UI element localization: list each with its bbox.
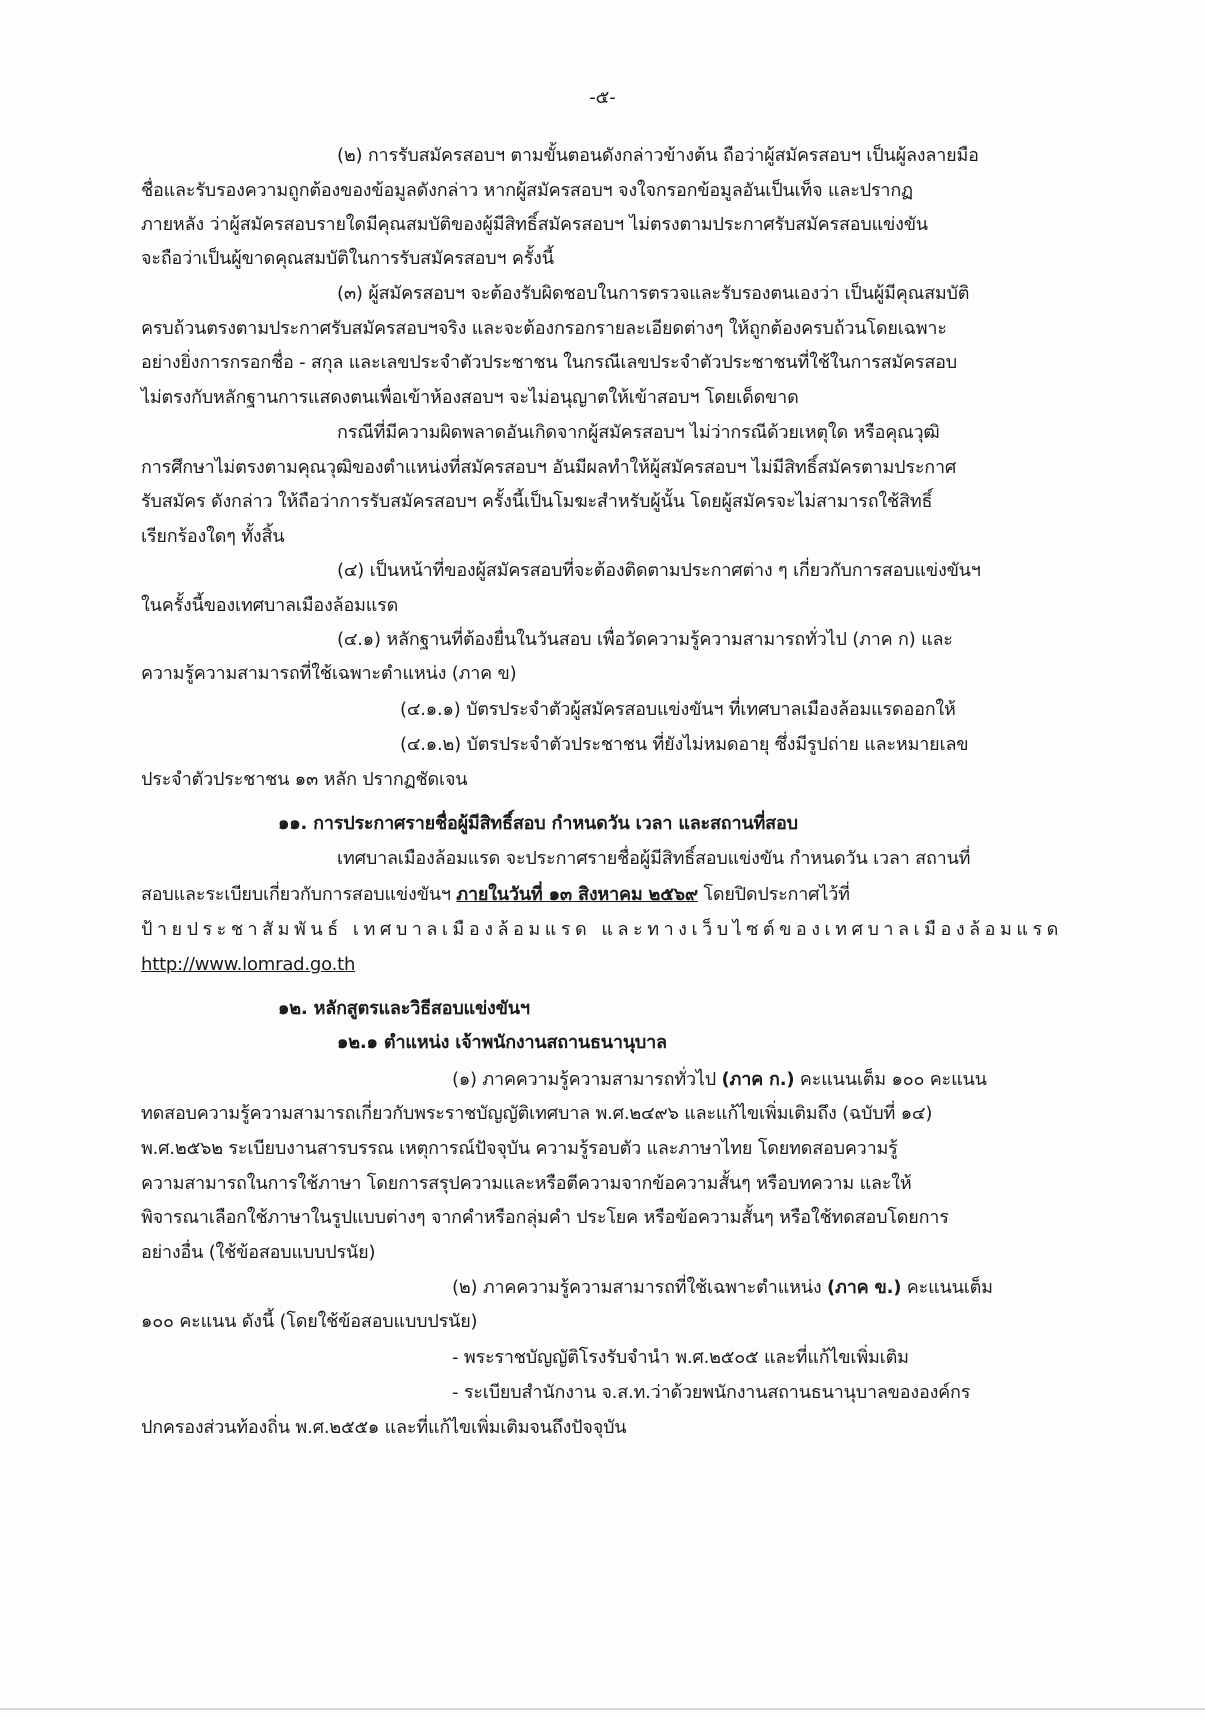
paragraph-line: ปกครองส่วนท้องถิ่น พ.ศ.๒๕๕๑ และที่แก้ไขเพิ่มเติมจนถึงปัจจุบัน	[141, 1417, 627, 1438]
line-segment: โดยปิดประกาศไว้ที่	[697, 884, 850, 905]
paragraph-line: ชื่อและรับรองความถูกต้องของข้อมูลดังกล่าว หากผู้สมัครสอบฯ จงใจกรอกข้อมูลอันเป็นเท็จ และปรากฏ	[141, 180, 913, 201]
page-bottom-edge	[0, 1708, 1205, 1710]
paragraph-line: (๔) เป็นหน้าที่ของผู้สมัครสอบที่จะต้องติดตามประกาศต่าง ๆ เกี่ยวกับการสอบแข่งขันฯ	[337, 560, 981, 581]
line-segment: (๒) ภาคความรู้ความสามารถที่ใช้เฉพาะตำแหน่ง	[452, 1277, 827, 1298]
announcement-date: ภายในวันที่ ๑๓ สิงหาคม ๒๕๖๙	[456, 884, 698, 905]
page-number: -๕-	[589, 87, 616, 108]
paragraph-line: ความสามารถในการใช้ภาษา โดยการสรุปความและหรือตีความจากข้อความสั้นๆ หรือบทความ และให้	[141, 1173, 912, 1194]
line-segment: คะแนนเต็ม	[901, 1277, 993, 1298]
paragraph-line: พิจารณาเลือกใช้ภาษาในรูปแบบต่างๆ จากคำหรือกลุ่มคำ ประโยค หรือข้อความสั้นๆ หรือใช้ทดสอบโดยการ	[141, 1207, 949, 1228]
paragraph-line	[452, 1071, 987, 1089]
paragraph-line: (๔.๑) หลักฐานที่ต้องยื่นในวันสอบ เพื่อวัดความรู้ความสามารถทั่วไป (ภาค ก) และ	[337, 629, 953, 650]
paragraph-line	[141, 886, 850, 904]
paragraph-line: (๔.๑.๑) บัตรประจำตัวผู้สมัครสอบแข่งขันฯ ที่เทศบาลเมืองล้อมแรดออกให้	[400, 699, 956, 720]
website-link[interactable]: http://www.lomrad.go.th	[141, 954, 356, 975]
paragraph-line: เทศบาลเมืองล้อมแรด จะประกาศรายชื่อผู้มีสิทธิ์สอบแข่งขัน กำหนดวัน เวลา สถานที่	[337, 848, 971, 869]
paragraph-line: ภายหลัง ว่าผู้สมัครสอบรายใดมีคุณสมบัติของผู้มีสิทธิ์สมัครสอบฯ ไม่ตรงตามประกาศรับสมัครสอบแข่งขัน	[141, 214, 928, 235]
paragraph-line: พ.ศ.๒๕๖๒ ระเบียบงานสารบรรณ เหตุการณ์ปัจจุบัน ความรู้รอบตัว และภาษาไทย โดยทดสอบความรู้	[141, 1138, 898, 1159]
paragraph-line: รับสมัคร ดังกล่าว ให้ถือว่าการรับสมัครสอบฯ ครั้งนี้เป็นโมฆะสำหรับผู้นั้น โดยผู้สมัครจะไม่สามารถใช้สิทธิ์	[141, 491, 933, 512]
part-label: (ภาค ข.)	[827, 1277, 902, 1298]
paragraph-line: จะถือว่าเป็นผู้ขาดคุณสมบัติในการรับสมัครสอบฯ ครั้งนี้	[141, 248, 554, 269]
paragraph-line: (๒) การรับสมัครสอบฯ ตามขั้นตอนดังกล่าวข้างต้น ถือว่าผู้สมัครสอบฯ เป็นผู้ลงลายมือ	[337, 145, 979, 166]
paragraph-line: ทดสอบความรู้ความสามารถเกี่ยวกับพระราชบัญญัติเทศบาล พ.ศ.๒๔๙๖ และแก้ไขเพิ่มเติมถึง (ฉบับที่ ๑๔)	[141, 1103, 933, 1124]
part-label: (ภาค ก.)	[721, 1069, 795, 1090]
paragraph-line: เรียกร้องใดๆ ทั้งสิ้น	[141, 526, 285, 547]
paragraph-line: กรณีที่มีความผิดพลาดอันเกิดจากผู้สมัครสอบฯ ไม่ว่ากรณีด้วยเหตุใด หรือคุณวุฒิ	[337, 422, 940, 443]
paragraph-line	[452, 1279, 993, 1297]
paragraph-line: ป้ายประชาสัมพันธ์ เทศบาลเมืองล้อมแรด และทางเว็บไซต์ของเทศบาลเมืองล้อมแรด	[141, 919, 1063, 940]
paragraph-line: ครบถ้วนตรงตามประกาศรับสมัครสอบฯจริง และจะต้องกรอกรายละเอียดต่างๆ ให้ถูกต้องครบถ้วนโดยเฉพาะ	[141, 318, 947, 339]
line-segment: (๑) ภาคความรู้ความสามารถทั่วไป	[452, 1069, 722, 1090]
list-item: - ระเบียบสำนักงาน จ.ส.ท.ว่าด้วยพนักงานสถานธนานุบาลขององค์กร	[452, 1382, 971, 1403]
section-heading: ๑๒. หลักสูตรและวิธีสอบแข่งขันฯ	[278, 998, 530, 1019]
line-segment: คะแนนเต็ม ๑๐๐ คะแนน	[794, 1069, 987, 1090]
paragraph-line: อย่างยิ่งการกรอกชื่อ - สกุล และเลขประจำตัวประชาชน ในกรณีเลขประจำตัวประชาชนที่ใช้ในการสมัครสอบ	[141, 352, 957, 373]
paragraph-line: อย่างอื่น (ใช้ข้อสอบแบบปรนัย)	[141, 1242, 376, 1263]
paragraph-line: ความรู้ความสามารถที่ใช้เฉพาะตำแหน่ง (ภาค ข)	[141, 663, 517, 684]
paragraph-line: ไม่ตรงกับหลักฐานการแสดงตนเพื่อเข้าห้องสอบฯ จะไม่อนุญาตให้เข้าสอบฯ โดยเด็ดขาด	[141, 387, 799, 408]
paragraph-line: (๔.๑.๒) บัตรประจำตัวประชาชน ที่ยังไม่หมดอายุ ซึ่งมีรูปถ่าย และหมายเลข	[400, 734, 969, 755]
paragraph-line: การศึกษาไม่ตรงตามคุณวุฒิของตำแหน่งที่สมัครสอบฯ อันมีผลทำให้ผู้สมัครสอบฯ ไม่มีสิทธิ์สมัครตามประกาศ	[141, 457, 957, 478]
paragraph-line: ในครั้งนี้ของเทศบาลเมืองล้อมแรด	[141, 595, 399, 616]
paragraph-line: ๑๐๐ คะแนน ดังนี้ (โดยใช้ข้อสอบแบบปรนัย)	[141, 1311, 478, 1332]
section-heading: ๑๑. การประกาศรายชื่อผู้มีสิทธิ์สอบ กำหนดวัน เวลา และสถานที่สอบ	[278, 813, 798, 834]
list-item: - พระราชบัญญัติโรงรับจำนำ พ.ศ.๒๕๐๕ และที่แก้ไขเพิ่มเติม	[452, 1347, 909, 1368]
paragraph-line: (๓) ผู้สมัครสอบฯ จะต้องรับผิดชอบในการตรวจและรับรองตนเองว่า เป็นผู้มีคุณสมบัติ	[337, 283, 970, 304]
subsection-heading: ๑๒.๑ ตำแหน่ง เจ้าพนักงานสถานธนานุบาล	[337, 1032, 667, 1053]
line-segment: สอบและระเบียบเกี่ยวกับการสอบแข่งขันฯ	[141, 884, 457, 905]
paragraph-line: ประจำตัวประชาชน ๑๓ หลัก ปรากฏชัดเจน	[141, 769, 468, 790]
